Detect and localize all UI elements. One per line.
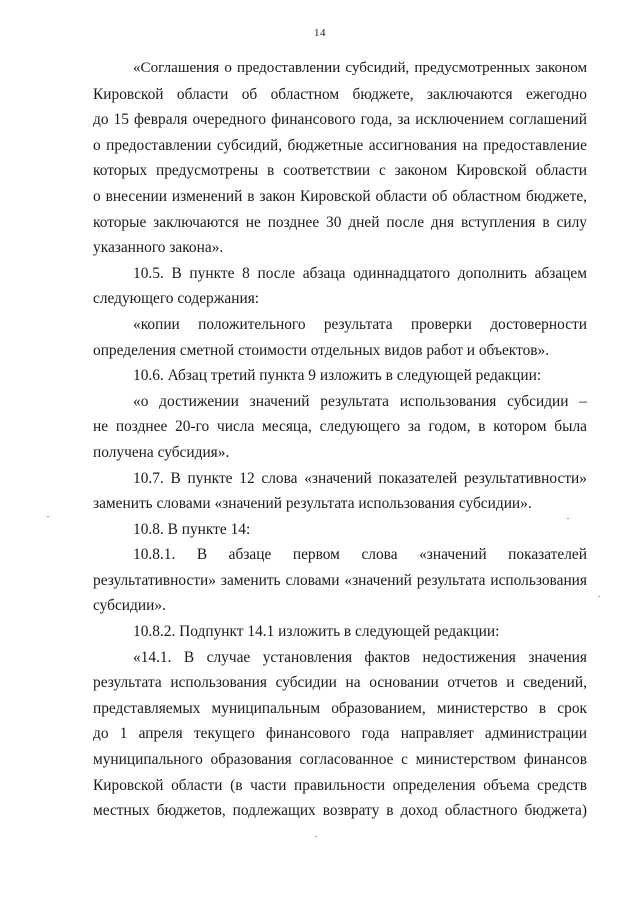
paragraph bbox=[93, 542, 587, 619]
scan-speck bbox=[47, 516, 49, 517]
text-line: определения сметной стоимости отдельных видов работ и объектов». bbox=[93, 341, 550, 359]
text-line: следующего содержания: bbox=[93, 290, 260, 308]
paragraph bbox=[93, 261, 587, 312]
text-line: которые заключаются не позднее 30 дней после дня вступления в силу bbox=[93, 213, 587, 231]
text-line: местных бюджетов, подлежащих возврату в доход областного бюджета) bbox=[93, 802, 587, 820]
text-line: до 15 февраля очередного финансового года, за исключением соглашений bbox=[93, 111, 587, 129]
paragraph bbox=[93, 645, 587, 824]
text-line: заменить словами «значений результата использования субсидии». bbox=[93, 495, 532, 513]
text-line: 10.8.1. В абзаце первом слова «значений показателей bbox=[133, 546, 587, 564]
scan-speck bbox=[315, 836, 317, 837]
text-line: до 1 апреля текущего финансового года направляет администрации bbox=[93, 725, 587, 743]
text-line: получена субсидия». bbox=[93, 443, 230, 461]
text-line: Кировской области об областном бюджете, заключаются ежегодно bbox=[93, 85, 587, 103]
text-line: о внесении изменений в закон Кировской области об областном бюджете, bbox=[93, 187, 587, 205]
paragraph bbox=[93, 619, 587, 645]
scan-speck bbox=[598, 596, 600, 597]
text-line: 10.6. Абзац третий пункта 9 изложить в следующей редакции: bbox=[133, 367, 542, 385]
paragraph bbox=[93, 389, 587, 466]
page-number: 14 bbox=[314, 27, 326, 39]
text-line: 10.7. В пункте 12 слова «значений показателей результативности» bbox=[133, 469, 587, 487]
text-line: 10.8. В пункте 14: bbox=[133, 520, 251, 538]
text-line: 10.8.2. Подпункт 14.1 изложить в следующей редакции: bbox=[133, 623, 500, 641]
text-line: муниципального образования согласованное с министерством финансов bbox=[93, 751, 587, 769]
text-line: «14.1. В случае установления фактов недостижения значения bbox=[133, 648, 587, 666]
text-line: результативности» заменить словами «значений результата использования bbox=[93, 571, 587, 589]
paragraph bbox=[93, 312, 587, 363]
text-line: указанного закона». bbox=[93, 239, 224, 257]
document-body bbox=[93, 56, 587, 824]
text-line: не позднее 20-го числа месяца, следующего за годом, в котором была bbox=[93, 418, 587, 436]
text-line: Кировской области (в части правильности определения объема средств bbox=[93, 776, 587, 794]
paragraph bbox=[93, 517, 587, 543]
text-line: которых предусмотрены в соответствии с законом Кировской области bbox=[93, 162, 587, 180]
text-line: «копии положительного результата проверки достоверности bbox=[133, 315, 587, 333]
text-line: «о достижении значений результата использования субсидии – bbox=[133, 392, 587, 410]
paragraph bbox=[93, 466, 587, 517]
paragraph bbox=[93, 56, 587, 261]
text-line: субсидии». bbox=[93, 597, 166, 615]
text-line: представляемых муниципальным образованием, министерство в срок bbox=[93, 699, 587, 717]
text-line: результата использования субсидии на основании отчетов и сведений, bbox=[93, 674, 587, 692]
text-line: 10.5. В пункте 8 после абзаца одиннадцатого дополнить абзацем bbox=[133, 264, 587, 282]
text-line: «Соглашения о предоставлении субсидий, предусмотренных законом bbox=[133, 60, 587, 76]
text-line: о предоставлении субсидий, бюджетные ассигнования на предоставление bbox=[93, 136, 587, 154]
scan-speck bbox=[567, 518, 569, 519]
paragraph bbox=[93, 363, 587, 389]
